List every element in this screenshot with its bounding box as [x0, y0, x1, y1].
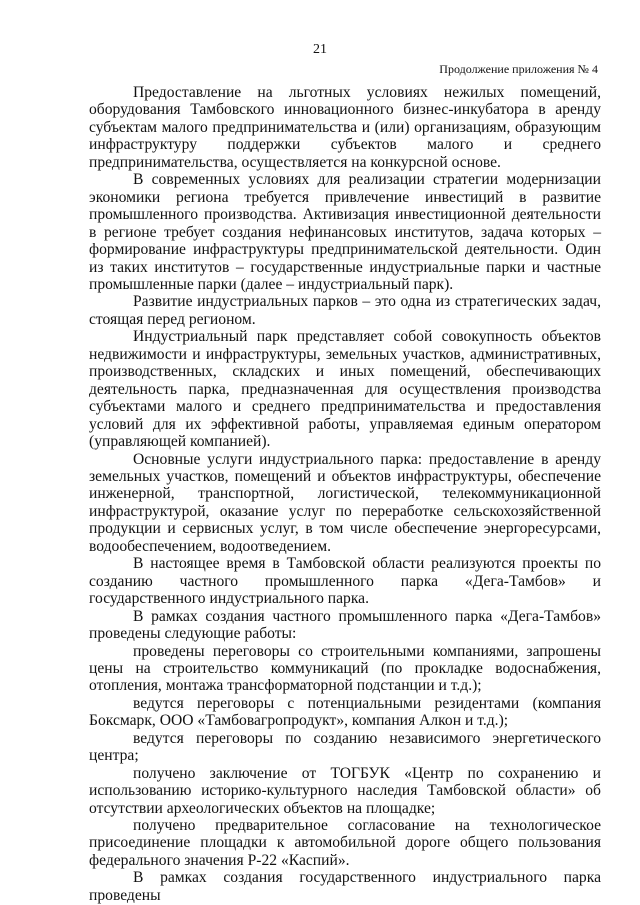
- list-item: ведутся переговоры по созданию независимого энергетического центра;: [89, 729, 601, 765]
- list-item: получено заключение от ТОГБУК «Центр по сохранению и использованию историко-культурного наследия Тамбовской области» об отсутствии археологических объектов на площадке;: [89, 764, 601, 817]
- list-item: ведутся переговоры с потенциальными резидентами (компания Боксмарк, ООО «Тамбовагропродукт», компания Алкон и т.д.);: [89, 694, 601, 730]
- paragraph: В настоящее время в Тамбовской области реализуются проекты по созданию частного промышленного парка «Дега-Тамбов» и государственного индустриального парка.: [89, 555, 601, 608]
- paragraph: Основные услуги индустриального парка: предоставление в аренду земельных участков, помещений и объектов инфраструктуры, обеспечение инженерной, транспортной, логистической, телекоммуникационной инфраструктурой, оказание услуг по переработке сельскохозяйственной продукции и сервисных услуг, в том числе обеспечение энергоресурсами, водообеспечением, водоотведением.: [89, 450, 601, 555]
- paragraph: Развитие индустриальных парков – это одна из стратегических задач, стоящая перед регионом.: [89, 293, 601, 328]
- paragraph: В рамках создания государственного индустриального парка проведены: [89, 869, 601, 904]
- paragraph: В рамках создания частного промышленного парка «Дега-Тамбов» проведены следующие работы:: [89, 607, 601, 643]
- list-item: получено предварительное согласование на технологическое присоединение площадки к автомобильной дороге общего пользования федерального значения Р-22 «Каспий».: [89, 817, 601, 869]
- document-body: [89, 84, 601, 904]
- appendix-continuation-note: Продолжение приложения № 4: [439, 62, 598, 76]
- paragraph: Предоставление на льготных условиях нежилых помещений, оборудования Тамбовского инновационного бизнес-инкубатора в аренду субъектам малого предпринимательства и (или) организациям, образующим инфраструктуру поддержки субъектов малого и среднего предпринимательства, осуществляется на конкурсной основе.: [89, 84, 601, 171]
- page-number: 21: [313, 42, 327, 57]
- paragraph: Индустриальный парк представляет собой совокупность объектов недвижимости и инфраструктуры, земельных участков, административных, производственных, складских и иных помещений, обеспечивающих деятельность парка, предназначенная для осуществления производства субъектами малого и среднего предпринимательства и предоставления условий для их эффективной работы, управляемая единым оператором (управляющей компанией).: [89, 328, 601, 451]
- list-item: проведены переговоры со строительными компаниями, запрошены цены на строительство коммуникаций (по прокладке водоснабжения, отопления, монтажа трансформаторной подстанции и т.д.);: [89, 642, 601, 695]
- paragraph: В современных условиях для реализации стратегии модернизации экономики региона требуется привлечение инвестиций в развитие промышленного производства. Активизация инвестиционной деятельности в регионе требует создания нефинансовых институтов, задача которых – формирование инфраструктуры предпринимательской деятельности. Один из таких институтов – государственные индустриальные парки и частные промышленные парки (далее – индустриальный парк).: [89, 171, 601, 293]
